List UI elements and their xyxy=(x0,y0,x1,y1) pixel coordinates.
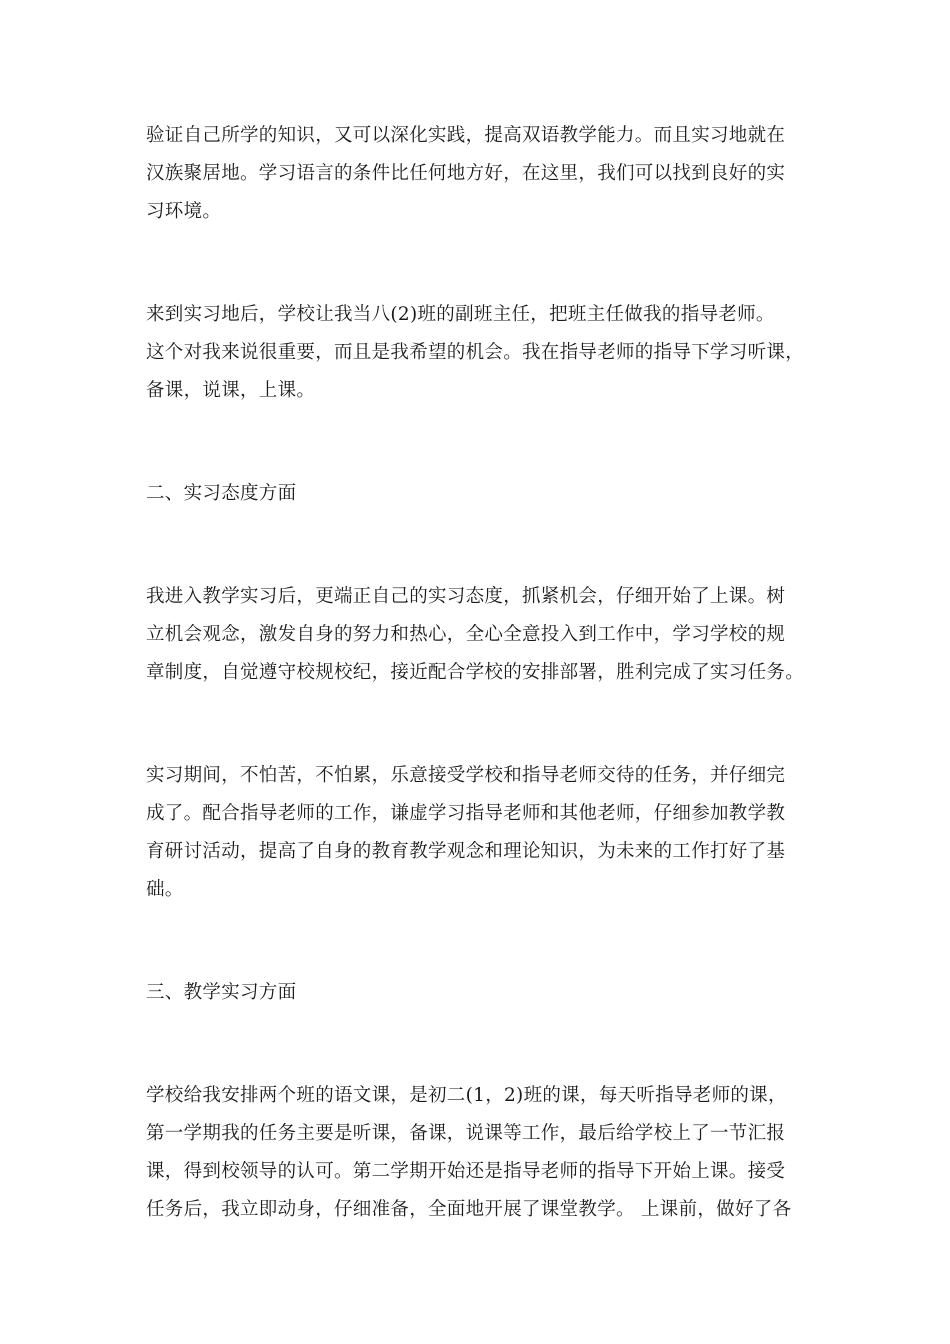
text-line: 来到实习地后，学校让我当八(2)班的副班主任，把班主任做我的指导老师。 xyxy=(146,304,775,325)
text-line: 学校给我安排两个班的语文课，是初二(1，2)班的课，每天听指导老师的课， xyxy=(146,1085,787,1106)
section-heading: 二、实习态度方面 xyxy=(146,483,297,504)
text-line: 立机会观念，激发自身的努力和热心，全心全意投入到工作中，学习学校的规 xyxy=(146,624,786,645)
text-line: 这个对我来说很重要，而且是我希望的机会。我在指导老师的指导下学习听课， xyxy=(146,342,805,363)
section-heading: 三、教学实习方面 xyxy=(146,982,297,1003)
text-line: 任务后，我立即动身，仔细准备，全面地开展了课堂教学。 上课前，做好了各 xyxy=(146,1199,792,1220)
text-line: 备课，说课，上课。 xyxy=(146,380,316,401)
text-line: 育研讨活动，提高了自身的教育教学观念和理论知识，为未来的工作打好了基 xyxy=(146,841,786,862)
text-line: 章制度，自觉遵守校规校纪，接近配合学校的安排部署，胜利完成了实习任务。 xyxy=(146,662,805,683)
text-line: 课，得到校领导的认可。第二学期开始还是指导老师的指导下开始上课。接受 xyxy=(146,1161,786,1182)
text-line: 汉族聚居地。学习语言的条件比任何地方好，在这里，我们可以找到良好的实 xyxy=(146,163,786,184)
text-line: 实习期间，不怕苦，不怕累，乐意接受学校和指导老师交待的任务，并仔细完 xyxy=(146,765,786,786)
text-line: 成了。配合指导老师的工作，谦虚学习指导老师和其他老师，仔细参加教学教 xyxy=(146,803,786,824)
text-line: 我进入教学实习后，更端正自己的实习态度，抓紧机会，仔细开始了上课。树 xyxy=(146,586,786,607)
text-line: 验证自己所学的知识，又可以深化实践，提高双语教学能力。而且实习地就在 xyxy=(146,125,786,146)
text-line: 第一学期我的任务主要是听课，备课，说课等工作，最后给学校上了一节汇报 xyxy=(146,1123,786,1144)
text-line: 习环境。 xyxy=(146,201,222,222)
text-line: 础。 xyxy=(146,879,184,900)
